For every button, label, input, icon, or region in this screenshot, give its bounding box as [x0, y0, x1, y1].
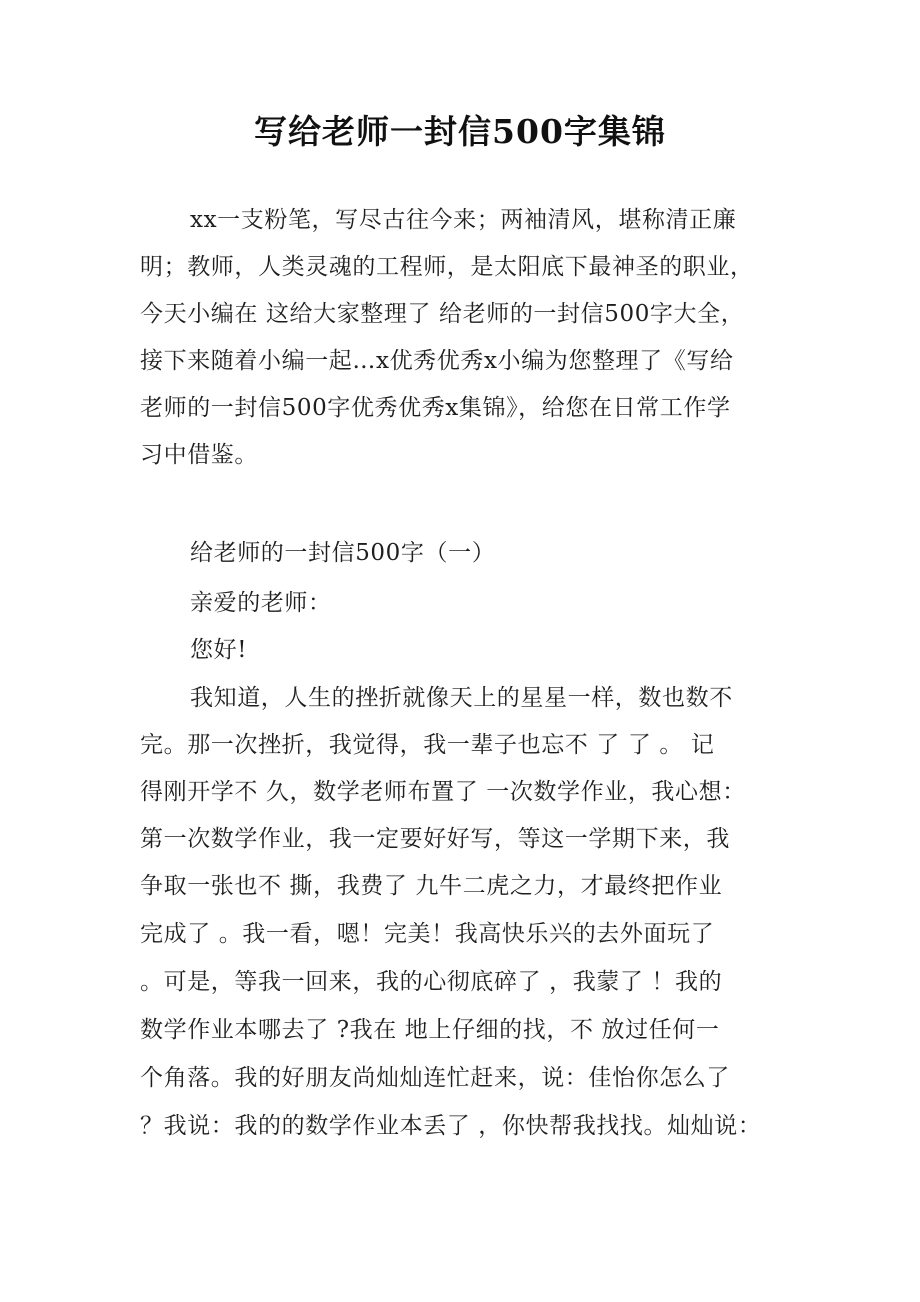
letter-body-line: 完。那一次挫折，我觉得，我一辈子也忘不 了 了 。 记: [140, 732, 715, 758]
letter-salutation: 亲爱的老师：: [190, 590, 332, 616]
letter-body-line: 得刚开学不 久，数学老师布置了 一次数学作业，我心想：: [140, 779, 746, 805]
intro-line: 今天小编在 这给大家整理了 给老师的一封信500字大全，: [140, 301, 745, 327]
intro-line: 习中借鉴。: [140, 442, 258, 468]
document-title: 写给老师一封信500字集锦: [254, 112, 666, 151]
intro-line: 明；教师，人类灵魂的工程师，是太阳底下最神圣的职业，: [140, 254, 754, 280]
letter-body-line: 第一次数学作业，我一定要好好写，等这一学期下来，我: [140, 826, 730, 852]
letter-body-line: 争取一张也不 撕，我费了 九牛二虎之力，才最终把作业: [140, 873, 723, 899]
letter-heading: 给老师的一封信500字（一）: [190, 540, 496, 566]
letter-body-line: 数学作业本哪去了 ?我在 地上仔细的找，不 放过任何一: [140, 1017, 720, 1043]
intro-line: 接下来随着小编一起…x优秀优秀x小编为您整理了《写给: [140, 348, 734, 374]
letter-body-line: 完成了 。我一看，嗯！完美！我高快乐兴的去外面玩了: [140, 921, 715, 947]
letter-body-line: 我知道，人生的挫折就像天上的星星一样，数也数不: [190, 685, 733, 711]
intro-line: xx一支粉笔，写尽古往今来；两袖清风，堪称清正廉: [190, 207, 737, 233]
letter-body-line: 。可是，等我一回来，我的心彻底碎了 ，我蒙了 ！我的: [140, 969, 723, 995]
letter-body-line: ？我说：我的的数学作业本丢了 ，你快帮我找找。灿灿说：: [140, 1113, 762, 1139]
intro-line: 老师的一封信500字优秀优秀x集锦》，给您在日常工作学: [140, 395, 731, 421]
letter-greeting: 您好!: [190, 637, 248, 663]
letter-body-line: 个角落。我的好朋友尚灿灿连忙赶来，说：佳怡你怎么了: [140, 1065, 730, 1091]
